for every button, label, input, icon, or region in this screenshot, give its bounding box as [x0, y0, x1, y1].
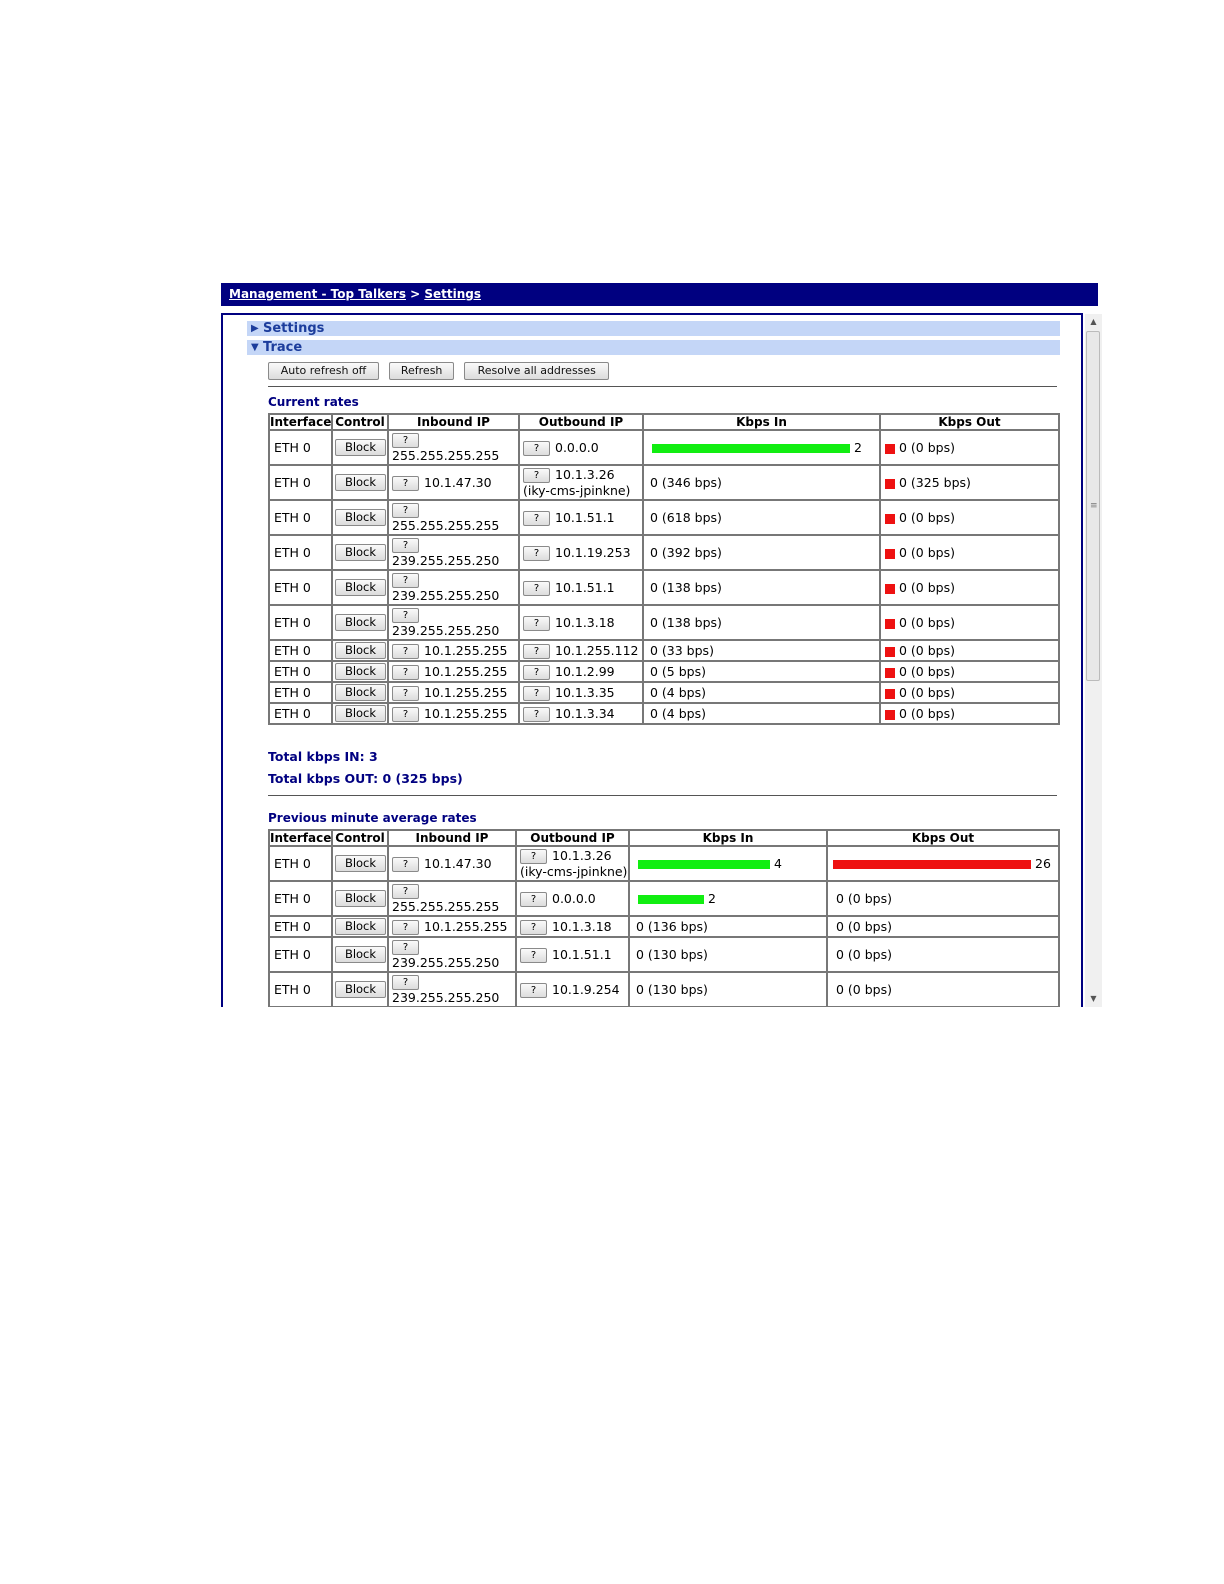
kbps-out-cell	[880, 661, 1059, 682]
interface-cell: ETH 0	[269, 972, 332, 1007]
kbps-out-marker	[885, 514, 895, 524]
control-cell	[332, 500, 388, 535]
column-header: Interface	[270, 830, 332, 845]
refresh-button[interactable]: Refresh	[389, 362, 454, 380]
table-row	[269, 916, 1059, 937]
column-header: Inbound IP	[388, 830, 516, 846]
kbps-out-cell	[880, 640, 1059, 661]
section-settings-label: Settings	[263, 321, 325, 336]
resolve-outbound-button[interactable]: ?	[523, 644, 550, 659]
resolve-inbound-button[interactable]: ?	[392, 573, 419, 588]
kbps-out-value: 0 (0 bps)	[836, 919, 892, 934]
column-header: Interface	[270, 414, 332, 429]
outbound-ip-cell	[516, 846, 629, 881]
inbound-ip: 10.1.47.30	[424, 474, 492, 490]
inbound-ip-cell	[388, 661, 519, 682]
kbps-in-cell	[629, 972, 827, 1007]
breadcrumb-separator: >	[410, 287, 421, 301]
outbound-ip: 10.1.19.253	[555, 544, 631, 560]
outbound-ip: 10.1.3.26	[552, 847, 612, 863]
kbps-in-value: 0 (392 bps)	[650, 545, 722, 560]
inbound-ip: 239.255.255.250	[392, 955, 500, 971]
content-panel	[221, 313, 1083, 1007]
kbps-out-cell	[827, 881, 1059, 916]
inbound-ip-cell	[388, 972, 516, 1007]
kbps-in-cell	[643, 535, 880, 570]
kbps-out-marker	[885, 689, 895, 699]
kbps-out-cell	[827, 972, 1059, 1007]
resolve-inbound-button[interactable]: ?	[392, 920, 419, 935]
kbps-in-cell	[629, 846, 827, 881]
control-cell	[332, 535, 388, 570]
trace-toolbar	[268, 362, 611, 380]
inbound-ip: 255.255.255.255	[392, 518, 500, 534]
interface-cell: ETH 0	[269, 570, 332, 605]
inbound-ip: 239.255.255.250	[392, 553, 500, 569]
outbound-ip-cell	[516, 937, 629, 972]
kbps-in-cell	[643, 703, 880, 724]
resolve-outbound-button[interactable]: ?	[523, 511, 550, 526]
resolve-inbound-button[interactable]: ?	[392, 686, 419, 701]
resolve-outbound-button[interactable]: ?	[520, 849, 547, 864]
kbps-in-value: 4	[774, 856, 782, 871]
control-cell	[332, 846, 388, 881]
inbound-ip-cell	[388, 535, 519, 570]
kbps-in-cell	[643, 661, 880, 682]
kbps-in-cell	[643, 465, 880, 500]
block-button[interactable]: Block	[335, 642, 386, 659]
table-row	[269, 661, 1059, 682]
outbound-ip-cell	[519, 682, 643, 703]
table-row	[269, 846, 1059, 881]
kbps-in-value: 0 (4 bps)	[650, 685, 706, 700]
kbps-in-cell	[629, 937, 827, 972]
resolve-outbound-button[interactable]: ?	[523, 707, 550, 722]
resolve-outbound-button[interactable]: ?	[520, 892, 547, 907]
resolve-addresses-button[interactable]: Resolve all addresses	[464, 362, 609, 380]
outbound-ip-cell	[519, 500, 643, 535]
current-rates-caption: Current rates	[268, 395, 359, 409]
outbound-ip: 10.1.2.99	[555, 663, 615, 679]
inbound-ip: 10.1.47.30	[424, 855, 492, 871]
interface-cell: ETH 0	[269, 703, 332, 724]
current-rates-table	[268, 413, 1060, 725]
kbps-out-marker	[885, 584, 895, 594]
outbound-ip: 10.1.9.254	[552, 981, 620, 997]
outbound-ip: 10.1.51.1	[552, 946, 612, 962]
inbound-ip: 10.1.255.255	[424, 684, 508, 700]
resolve-outbound-button[interactable]: ?	[523, 616, 550, 631]
outbound-ip: 0.0.0.0	[552, 890, 596, 906]
inbound-ip: 10.1.255.255	[424, 642, 508, 658]
outbound-ip-cell	[519, 465, 643, 500]
control-cell	[332, 570, 388, 605]
outbound-ip: 10.1.3.26	[555, 466, 615, 482]
outbound-ip-cell	[516, 881, 629, 916]
kbps-out-cell	[880, 465, 1059, 500]
kbps-in-value: 0 (618 bps)	[650, 510, 722, 525]
outbound-ip-cell	[519, 570, 643, 605]
control-cell	[332, 465, 388, 500]
kbps-in-bar	[652, 444, 850, 453]
kbps-in-cell	[629, 916, 827, 937]
collapse-down-icon: ▼	[251, 342, 259, 353]
block-button[interactable]: Block	[335, 544, 386, 561]
interface-cell: ETH 0	[269, 430, 332, 465]
kbps-in-cell	[629, 881, 827, 916]
auto-refresh-button[interactable]: Auto refresh off	[268, 362, 379, 380]
kbps-in-bar	[638, 860, 770, 869]
outbound-ip: 10.1.3.34	[555, 705, 615, 721]
block-button[interactable]: Block	[335, 946, 386, 963]
inbound-ip-cell	[388, 500, 519, 535]
inbound-ip: 239.255.255.250	[392, 990, 500, 1006]
table-row	[269, 500, 1059, 535]
kbps-out-marker	[885, 710, 895, 720]
inbound-ip-cell	[388, 916, 516, 937]
column-header: Kbps In	[643, 414, 880, 430]
resolve-inbound-button[interactable]: ?	[392, 476, 419, 491]
breadcrumb-settings-link[interactable]: Settings	[424, 287, 481, 301]
table-row	[269, 535, 1059, 570]
outbound-ip-cell	[519, 430, 643, 465]
column-header: Kbps Out	[827, 830, 1059, 846]
scroll-up-icon[interactable]: ▲	[1090, 317, 1097, 326]
kbps-out-value: 0 (0 bps)	[899, 643, 955, 658]
interface-cell: ETH 0	[269, 881, 332, 916]
title-bar	[221, 283, 1098, 306]
block-button[interactable]: Block	[335, 579, 386, 596]
total-kbps-in: Total kbps IN: 3	[268, 749, 378, 764]
kbps-out-cell	[880, 682, 1059, 703]
inbound-ip-cell	[388, 682, 519, 703]
kbps-out-marker	[885, 444, 895, 454]
resolve-inbound-button[interactable]: ?	[392, 665, 419, 680]
divider	[268, 795, 1057, 796]
kbps-out-marker	[885, 549, 895, 559]
inbound-ip: 255.255.255.255	[392, 899, 500, 915]
kbps-out-value: 0 (0 bps)	[899, 706, 955, 721]
column-header: Kbps In	[629, 830, 827, 846]
block-button[interactable]: Block	[335, 918, 386, 935]
kbps-out-cell	[827, 916, 1059, 937]
interface-cell: ETH 0	[269, 500, 332, 535]
kbps-out-marker	[885, 647, 895, 657]
inbound-ip-cell	[388, 570, 519, 605]
resolve-outbound-button[interactable]: ?	[520, 948, 547, 963]
control-cell	[332, 972, 388, 1007]
kbps-out-value: 0 (0 bps)	[899, 664, 955, 679]
inbound-ip-cell	[388, 465, 519, 500]
inbound-ip: 10.1.255.255	[424, 705, 508, 721]
column-header: Control	[332, 414, 388, 430]
outbound-hostname: (iky-cms-jpinkne)	[520, 864, 628, 880]
outbound-ip-cell	[519, 703, 643, 724]
previous-rates-table	[268, 829, 1060, 1007]
column-header: Control	[332, 830, 388, 846]
inbound-ip: 255.255.255.255	[392, 448, 500, 464]
outbound-ip-cell	[516, 972, 629, 1007]
interface-cell: ETH 0	[269, 640, 332, 661]
kbps-in-value: 0 (4 bps)	[650, 706, 706, 721]
kbps-in-cell	[643, 570, 880, 605]
scrollbar-thumb[interactable]	[1086, 331, 1100, 681]
kbps-out-value: 0 (0 bps)	[899, 615, 955, 630]
inbound-ip: 239.255.255.250	[392, 588, 500, 604]
kbps-out-cell	[880, 430, 1059, 465]
block-button[interactable]: Block	[335, 509, 386, 526]
resolve-inbound-button[interactable]: ?	[392, 644, 419, 659]
table-row	[269, 972, 1059, 1007]
control-cell	[332, 640, 388, 661]
interface-cell: ETH 0	[269, 937, 332, 972]
outbound-ip-cell	[519, 535, 643, 570]
section-trace-label: Trace	[263, 340, 303, 355]
interface-cell: ETH 0	[269, 916, 332, 937]
kbps-in-value: 0 (138 bps)	[650, 615, 722, 630]
inbound-ip-cell	[388, 640, 519, 661]
resolve-outbound-button[interactable]: ?	[520, 983, 547, 998]
outbound-ip: 10.1.3.18	[552, 918, 612, 934]
kbps-out-value: 0 (0 bps)	[899, 685, 955, 700]
control-cell	[332, 703, 388, 724]
block-button[interactable]: Block	[335, 663, 386, 680]
resolve-inbound-button[interactable]: ?	[392, 857, 419, 872]
kbps-out-value: 0 (0 bps)	[899, 580, 955, 595]
kbps-in-value: 0 (5 bps)	[650, 664, 706, 679]
resolve-inbound-button[interactable]: ?	[392, 707, 419, 722]
table-row	[269, 605, 1059, 640]
column-header: Outbound IP	[519, 414, 643, 430]
outbound-ip: 10.1.51.1	[555, 509, 615, 525]
block-button[interactable]: Block	[335, 474, 386, 491]
kbps-out-marker	[885, 479, 895, 489]
kbps-out-cell	[827, 937, 1059, 972]
kbps-out-value: 0 (0 bps)	[836, 947, 892, 962]
kbps-in-cell	[643, 605, 880, 640]
kbps-out-value: 0 (0 bps)	[836, 891, 892, 906]
inbound-ip: 10.1.255.255	[424, 663, 508, 679]
column-header: Kbps Out	[880, 414, 1059, 430]
column-header: Inbound IP	[388, 414, 519, 430]
block-button[interactable]: Block	[335, 890, 386, 907]
kbps-out-cell	[880, 570, 1059, 605]
table-row	[269, 937, 1059, 972]
resolve-inbound-button[interactable]: ?	[392, 503, 419, 518]
kbps-in-value: 0 (33 bps)	[650, 643, 714, 658]
table-row	[269, 465, 1059, 500]
interface-cell: ETH 0	[269, 661, 332, 682]
kbps-in-cell	[643, 682, 880, 703]
breadcrumb-management-link[interactable]: Management - Top Talkers	[229, 287, 406, 301]
grip-icon: ≡	[1090, 501, 1098, 511]
resolve-inbound-button[interactable]: ?	[392, 940, 419, 955]
control-cell	[332, 937, 388, 972]
control-cell	[332, 605, 388, 640]
kbps-in-bar	[638, 895, 704, 904]
block-button[interactable]: Block	[335, 614, 386, 631]
block-button[interactable]: Block	[335, 855, 386, 872]
vertical-scrollbar[interactable]	[1085, 314, 1102, 1007]
outbound-ip: 10.1.3.35	[555, 684, 615, 700]
kbps-out-cell	[880, 500, 1059, 535]
resolve-outbound-button[interactable]: ?	[523, 468, 550, 483]
total-kbps-out: Total kbps OUT: 0 (325 bps)	[268, 771, 463, 786]
block-button[interactable]: Block	[335, 705, 386, 722]
kbps-in-value: 2	[854, 440, 862, 455]
kbps-in-value: 0 (130 bps)	[636, 982, 708, 997]
block-button[interactable]: Block	[335, 981, 386, 998]
kbps-in-value: 0 (138 bps)	[650, 580, 722, 595]
resolve-outbound-button[interactable]: ?	[520, 920, 547, 935]
kbps-out-value: 0 (0 bps)	[836, 982, 892, 997]
kbps-out-bar	[833, 860, 1031, 869]
resolve-outbound-button[interactable]: ?	[523, 546, 550, 561]
resolve-inbound-button[interactable]: ?	[392, 538, 419, 553]
kbps-out-cell	[880, 535, 1059, 570]
kbps-out-value: 0 (0 bps)	[899, 440, 955, 455]
inbound-ip-cell	[388, 846, 516, 881]
resolve-outbound-button[interactable]: ?	[523, 581, 550, 596]
outbound-ip: 10.1.3.18	[555, 614, 615, 630]
table-row	[269, 881, 1059, 916]
kbps-out-marker	[885, 619, 895, 629]
divider	[268, 386, 1057, 387]
resolve-outbound-button[interactable]: ?	[523, 686, 550, 701]
inbound-ip: 10.1.255.255	[424, 918, 508, 934]
resolve-outbound-button[interactable]: ?	[523, 441, 550, 456]
kbps-out-value: 0 (0 bps)	[899, 545, 955, 560]
table-row	[269, 682, 1059, 703]
column-header: Outbound IP	[516, 830, 629, 846]
kbps-out-marker	[885, 668, 895, 678]
kbps-in-cell	[643, 430, 880, 465]
previous-rates-caption: Previous minute average rates	[268, 811, 477, 825]
outbound-ip: 10.1.51.1	[555, 579, 615, 595]
outbound-ip: 10.1.255.112	[555, 642, 639, 658]
kbps-in-value: 0 (346 bps)	[650, 475, 722, 490]
kbps-out-value: 0 (325 bps)	[899, 475, 971, 490]
inbound-ip-cell	[388, 881, 516, 916]
inbound-ip-cell	[388, 605, 519, 640]
inbound-ip: 239.255.255.250	[392, 623, 500, 639]
kbps-in-cell	[643, 640, 880, 661]
kbps-out-value: 0 (0 bps)	[899, 510, 955, 525]
inbound-ip-cell	[388, 937, 516, 972]
kbps-out-cell	[880, 703, 1059, 724]
section-trace[interactable]	[247, 340, 1060, 355]
resolve-outbound-button[interactable]: ?	[523, 665, 550, 680]
table-row	[269, 430, 1059, 465]
resolve-inbound-button[interactable]: ?	[392, 433, 419, 448]
resolve-inbound-button[interactable]: ?	[392, 975, 419, 990]
outbound-ip-cell	[519, 661, 643, 682]
interface-cell: ETH 0	[269, 465, 332, 500]
outbound-ip-cell	[516, 916, 629, 937]
inbound-ip-cell	[388, 430, 519, 465]
kbps-in-value: 0 (136 bps)	[636, 919, 708, 934]
control-cell	[332, 916, 388, 937]
block-button[interactable]: Block	[335, 684, 386, 701]
control-cell	[332, 430, 388, 465]
inbound-ip-cell	[388, 703, 519, 724]
outbound-ip: 0.0.0.0	[555, 439, 599, 455]
kbps-in-cell	[643, 500, 880, 535]
interface-cell: ETH 0	[269, 682, 332, 703]
resolve-inbound-button[interactable]: ?	[392, 608, 419, 623]
outbound-hostname: (iky-cms-jpinkne)	[523, 483, 631, 499]
scroll-down-icon[interactable]: ▼	[1090, 994, 1097, 1003]
expand-right-icon: ▶	[251, 323, 259, 334]
control-cell	[332, 661, 388, 682]
interface-cell: ETH 0	[269, 535, 332, 570]
interface-cell: ETH 0	[269, 846, 332, 881]
kbps-in-value: 2	[708, 891, 716, 906]
kbps-in-value: 0 (130 bps)	[636, 947, 708, 962]
control-cell	[332, 682, 388, 703]
block-button[interactable]: Block	[335, 439, 386, 456]
interface-cell: ETH 0	[269, 605, 332, 640]
resolve-inbound-button[interactable]: ?	[392, 884, 419, 899]
section-settings[interactable]	[247, 321, 1060, 336]
kbps-out-value: 26	[1035, 856, 1051, 871]
table-row	[269, 703, 1059, 724]
control-cell	[332, 881, 388, 916]
kbps-out-cell	[880, 605, 1059, 640]
table-row	[269, 640, 1059, 661]
outbound-ip-cell	[519, 640, 643, 661]
kbps-out-cell	[827, 846, 1059, 881]
table-row	[269, 570, 1059, 605]
outbound-ip-cell	[519, 605, 643, 640]
